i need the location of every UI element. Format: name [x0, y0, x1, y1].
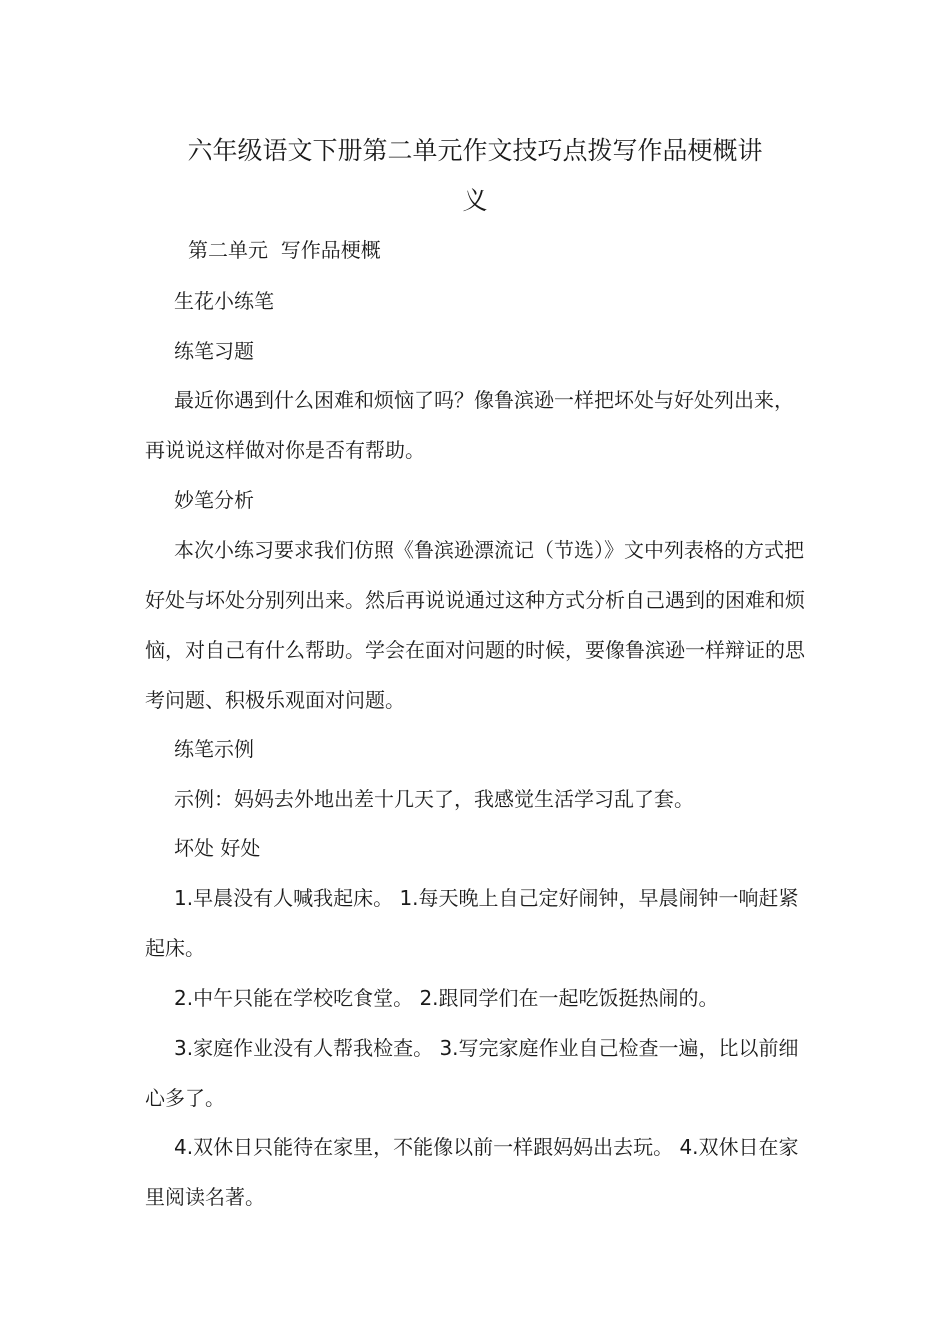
section-heading-practice: 生花小练笔 [174, 289, 274, 313]
title-line-2: 义 [462, 186, 488, 215]
analysis-paragraph: 本次小练习要求我们仿照《鲁滨逊漂流记（节选）》文中列表格的方式把好处与坏处分别列出来。然后再说说通过这种方式分析自己遇到的困难和烦恼，对自己有什么帮助。学会在面对问题的时候，要像鲁滨逊一样辩证的思考问题、积极乐观面对问题。 [145, 538, 805, 712]
section-heading-analysis: 妙笔分析 [174, 488, 254, 512]
pros-cons-item-1: 1.早晨没有人喊我起床。 1.每天晚上自己定好闹钟，早晨闹钟一响赶紧起床。 [145, 886, 799, 960]
pros-cons-item-3: 3.家庭作业没有人帮我检查。 3.写完家庭作业自己检查一遍，比以前细心多了。 [145, 1036, 799, 1110]
pros-cons-item-2: 2.中午只能在学校吃食堂。 2.跟同学们在一起吃饭挺热闹的。 [174, 986, 719, 1010]
document-title [145, 126, 805, 226]
section-heading-exercise: 练笔习题 [174, 339, 254, 363]
pros-cons-item-4: 4.双休日只能待在家里，不能像以前一样跟妈妈出去玩。 4.双休日在家里阅读名著。 [145, 1135, 799, 1209]
exercise-prompt-paragraph: 最近你遇到什么困难和烦恼了吗？像鲁滨逊一样把坏处与好处列出来，再说说这样做对你是否有帮助。 [145, 388, 794, 462]
unit-subtitle: 第二单元 写作品梗概 [188, 238, 381, 262]
section-heading-example: 练笔示例 [174, 737, 254, 761]
example-intro-paragraph: 示例：妈妈去外地出差十几天了，我感觉生活学习乱了套。 [174, 787, 694, 811]
title-line-1: 六年级语文下册第二单元作文技巧点拨写作品梗概讲 [187, 136, 763, 165]
pros-cons-header: 坏处 好处 [174, 836, 261, 860]
